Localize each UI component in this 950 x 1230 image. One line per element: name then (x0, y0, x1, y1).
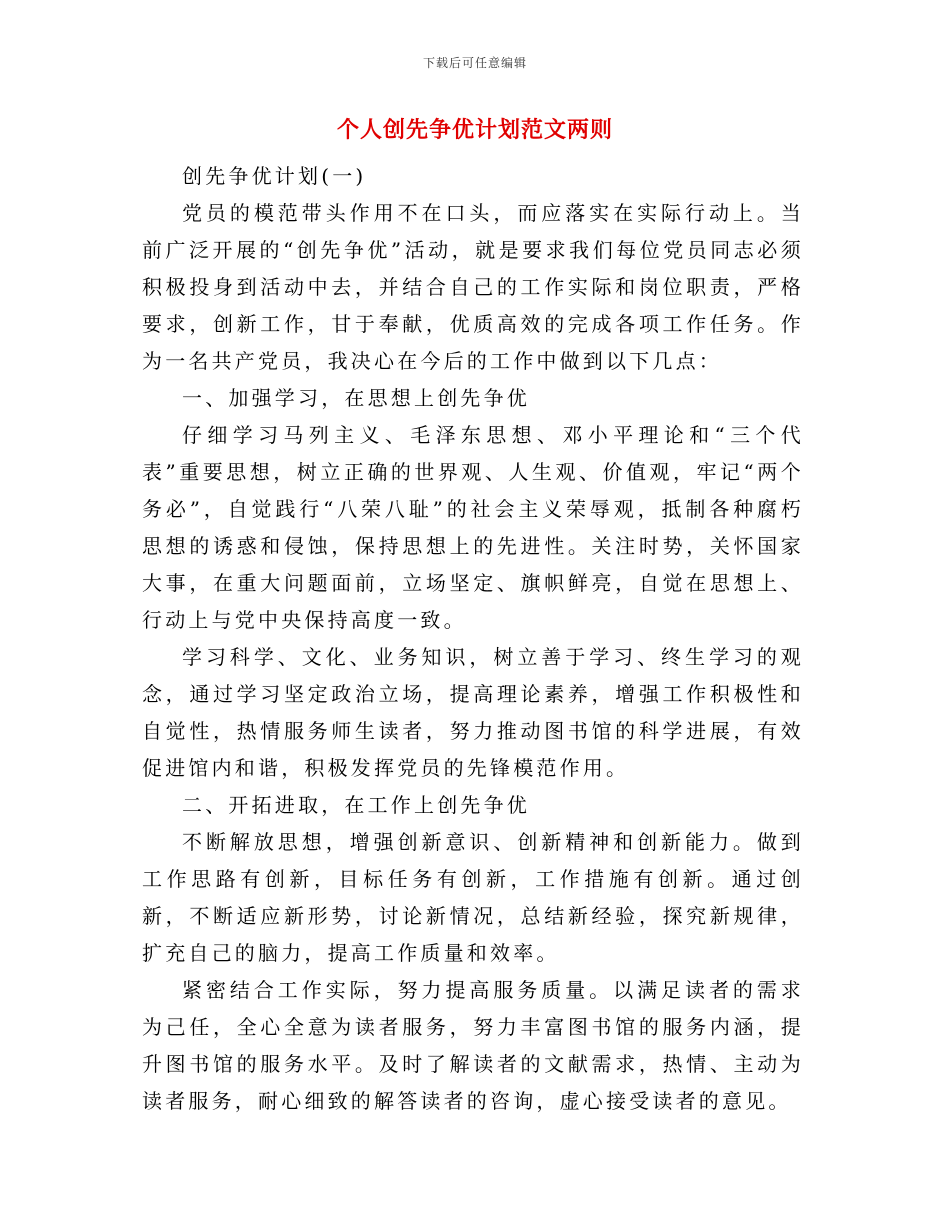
paragraph: 学习科学、文化、业务知识，树立善于学习、终生学习的观念，通过学习坚定政治立场，提高理论素养，增强工作积极性和自觉性，热情服务师生读者，努力推动图书馆的科学进展，有效促进馆内和谐，积极发挥党员的先锋模范作用。 (142, 645, 804, 780)
document-title: 个人创先争优计划范文两则 (336, 117, 613, 143)
document-body (142, 158, 804, 1120)
section-heading: 一、加强学习，在思想上创先争优 (182, 386, 530, 410)
paragraph: 紧密结合工作实际，努力提高服务质量。以满足读者的需求为己任，全心全意为读者服务，努力丰富图书馆的服务内涵，提升图书馆的服务水平。及时了解读者的文献需求，热情、主动为读者服务，耐心细致的解答读者的咨询，虚心接受读者的意见。 (142, 978, 804, 1113)
paragraph: 仔细学习马列主义、毛泽东思想、邓小平理论和“三个代表”重要思想，树立正确的世界观、人生观、价值观，牢记“两个务必”，自觉践行“八荣八耻”的社会主义荣辱观，抵制各种腐朽思想的诱惑和侵蚀，保持思想上的先进性。关注时势，关怀国家大事，在重大问题面前，立场坚定、旗帜鲜亮，自觉在思想上、行动上与党中央保持高度一致。 (142, 423, 804, 632)
section-heading: 创先争优计划(一) (182, 164, 367, 188)
paragraph: 党员的模范带头作用不在口头，而应落实在实际行动上。当前广泛开展的“创先争优”活动，就是要求我们每位党员同志必须积极投身到活动中去，并结合自己的工作实际和岗位职责，严格要求，创新工作，甘于奉献，优质高效的完成各项工作任务。作为一名共产党员，我决心在今后的工作中做到以下几点： (142, 201, 804, 373)
paragraph: 不断解放思想，增强创新意识、创新精神和创新能力。做到工作思路有创新，目标任务有创新，工作措施有创新。通过创新，不断适应新形势，讨论新情况，总结新经验，探究新规律，扩充自己的脑力，提高工作质量和效率。 (142, 830, 804, 965)
header-note: 下载后可任意编辑 (422, 56, 527, 70)
section-heading: 二、开拓进取，在工作上创先争优 (182, 793, 530, 817)
